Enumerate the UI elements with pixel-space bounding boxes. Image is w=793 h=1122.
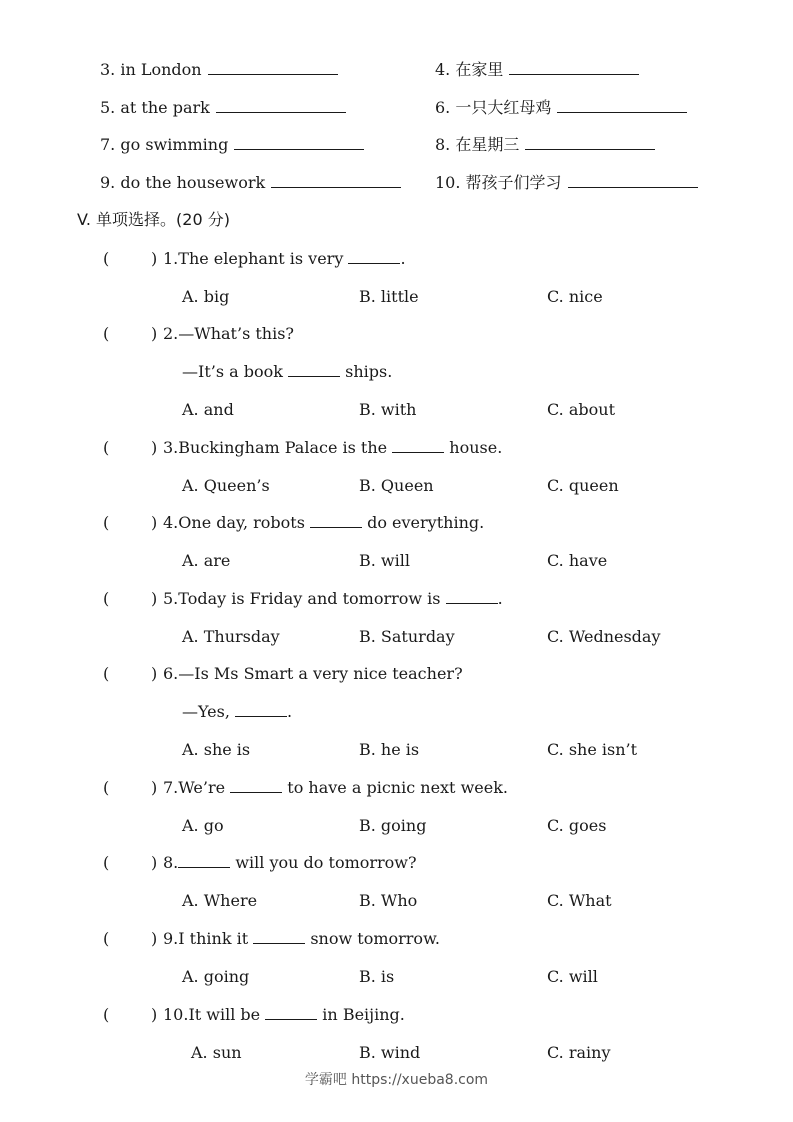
question-text: . — [400, 249, 406, 268]
question-number: 5. — [163, 589, 179, 608]
option-a[interactable]: A. going — [182, 967, 250, 986]
question-number: 2. — [163, 324, 179, 343]
paren-close: ) — [151, 249, 158, 268]
option-a[interactable]: A. big — [182, 287, 230, 306]
question-text: ships. — [340, 362, 393, 381]
option-c[interactable]: C. goes — [547, 816, 607, 835]
question-stem — [163, 929, 440, 949]
paren-open: ( — [103, 438, 110, 457]
question-text: —What’s this? — [178, 324, 295, 343]
question-stem — [163, 589, 503, 609]
question-text: . — [287, 702, 293, 721]
option-a[interactable]: A. go — [182, 816, 224, 835]
answer-blank[interactable] — [348, 249, 400, 264]
translation-item-7 — [100, 135, 364, 155]
question-text: will you do tomorrow? — [230, 853, 417, 872]
question-text: —Yes, — [182, 702, 236, 721]
question-stem — [163, 853, 417, 873]
question-stem — [163, 249, 406, 269]
translation-text: 10. 帮孩子们学习 — [435, 173, 562, 192]
translation-item-5 — [100, 98, 346, 118]
question-text: . — [497, 589, 503, 608]
paren-close: ) — [151, 324, 158, 343]
option-b[interactable]: B. little — [359, 287, 419, 306]
footer-watermark: 学霸吧 https://xueba8.com — [304, 1072, 489, 1088]
answer-blank[interactable] — [178, 853, 230, 868]
question-number: 4. — [163, 513, 179, 532]
answer-blank[interactable] — [392, 438, 444, 453]
option-a[interactable]: A. Where — [182, 891, 258, 910]
paren-open: ( — [103, 589, 110, 608]
translation-item-4 — [435, 60, 639, 80]
option-c[interactable]: C. have — [547, 551, 608, 570]
option-b[interactable]: B. will — [359, 551, 410, 570]
translation-text: 4. 在家里 — [435, 60, 504, 79]
option-b[interactable]: B. Queen — [359, 476, 434, 495]
option-b[interactable]: B. Who — [359, 891, 418, 910]
answer-blank[interactable] — [525, 135, 655, 150]
option-a[interactable]: A. are — [182, 551, 231, 570]
answer-blank[interactable] — [568, 173, 698, 188]
option-b[interactable]: B. wind — [359, 1043, 421, 1062]
paren-open: ( — [103, 513, 110, 532]
answer-blank[interactable] — [265, 1005, 317, 1020]
answer-blank[interactable] — [216, 98, 346, 113]
question-number: 7. — [163, 778, 179, 797]
option-c[interactable]: C. she isn’t — [547, 740, 638, 759]
paren-close: ) — [151, 1005, 158, 1024]
answer-blank[interactable] — [235, 702, 287, 717]
paren-open: ( — [103, 778, 110, 797]
option-c[interactable]: C. What — [547, 891, 612, 910]
question-stem — [163, 664, 463, 684]
option-b[interactable]: B. is — [359, 967, 395, 986]
question-stem — [163, 778, 508, 798]
question-number: 3. — [163, 438, 179, 457]
translation-text: 5. at the park — [100, 98, 210, 117]
answer-blank[interactable] — [446, 589, 498, 604]
option-a[interactable]: A. and — [182, 400, 234, 419]
option-c[interactable]: C. queen — [547, 476, 619, 495]
question-text: The elephant is very — [178, 249, 349, 268]
answer-blank[interactable] — [509, 60, 639, 75]
question-text: I think it — [178, 929, 254, 948]
question-text: do everything. — [362, 513, 485, 532]
paren-close: ) — [151, 589, 158, 608]
option-b[interactable]: B. with — [359, 400, 417, 419]
option-a[interactable]: A. she is — [182, 740, 251, 759]
question-text: We’re — [178, 778, 231, 797]
option-a[interactable]: A. Queen’s — [182, 476, 270, 495]
translation-item-9 — [100, 173, 401, 193]
answer-blank[interactable] — [230, 778, 282, 793]
paren-open: ( — [103, 249, 110, 268]
question-number: 8. — [163, 853, 179, 872]
section-title: V. 单项选择。(20 分) — [77, 210, 230, 229]
translation-item-8 — [435, 135, 655, 155]
option-c[interactable]: C. Wednesday — [547, 627, 661, 646]
paren-open: ( — [103, 664, 110, 683]
question-text: snow tomorrow. — [305, 929, 440, 948]
option-a[interactable]: A. Thursday — [182, 627, 280, 646]
question-stem — [163, 513, 484, 533]
question-text: —Is Ms Smart a very nice teacher? — [178, 664, 463, 683]
question-text: —It’s a book — [182, 362, 289, 381]
question-number: 9. — [163, 929, 179, 948]
translation-text: 6. 一只大红母鸡 — [435, 98, 552, 117]
question-text: One day, robots — [178, 513, 310, 532]
paren-open: ( — [103, 1005, 110, 1024]
paren-close: ) — [151, 513, 158, 532]
paren-open: ( — [103, 853, 110, 872]
translation-item-10 — [435, 173, 698, 193]
translation-text: 3. in London — [100, 60, 202, 79]
paren-close: ) — [151, 438, 158, 457]
question-text: to have a picnic next week. — [282, 778, 508, 797]
question-stem — [163, 1005, 405, 1025]
option-b[interactable]: B. Saturday — [359, 627, 455, 646]
option-c[interactable]: C. about — [547, 400, 615, 419]
answer-blank[interactable] — [234, 135, 364, 150]
option-a[interactable]: A. sun — [191, 1043, 242, 1062]
paren-close: ) — [151, 778, 158, 797]
option-c[interactable]: C. nice — [547, 287, 603, 306]
paren-open: ( — [103, 929, 110, 948]
paren-open: ( — [103, 324, 110, 343]
question-text: house. — [444, 438, 503, 457]
translation-item-6 — [435, 98, 687, 118]
question-text: It will be — [188, 1005, 266, 1024]
option-c[interactable]: C. will — [547, 967, 598, 986]
option-b[interactable]: B. he is — [359, 740, 420, 759]
answer-blank[interactable] — [271, 173, 401, 188]
question-stem — [163, 324, 294, 344]
question-number: 10. — [163, 1005, 189, 1024]
answer-blank[interactable] — [288, 362, 340, 377]
answer-blank[interactable] — [208, 60, 338, 75]
option-c[interactable]: C. rainy — [547, 1043, 611, 1062]
answer-blank[interactable] — [310, 513, 362, 528]
question-text: Today is Friday and tomorrow is — [178, 589, 446, 608]
paren-close: ) — [151, 664, 158, 683]
question-stem — [163, 438, 502, 458]
question-stem — [182, 362, 392, 382]
answer-blank[interactable] — [557, 98, 687, 113]
question-number: 1. — [163, 249, 179, 268]
option-b[interactable]: B. going — [359, 816, 427, 835]
translation-text: 9. do the housework — [100, 173, 266, 192]
paren-close: ) — [151, 853, 158, 872]
question-stem — [182, 702, 292, 722]
translation-text: 7. go swimming — [100, 135, 229, 154]
translation-item-3 — [100, 60, 338, 80]
paren-close: ) — [151, 929, 158, 948]
answer-blank[interactable] — [253, 929, 305, 944]
question-text: Buckingham Palace is the — [178, 438, 393, 457]
question-text: in Beijing. — [317, 1005, 405, 1024]
question-number: 6. — [163, 664, 179, 683]
translation-text: 8. 在星期三 — [435, 135, 520, 154]
